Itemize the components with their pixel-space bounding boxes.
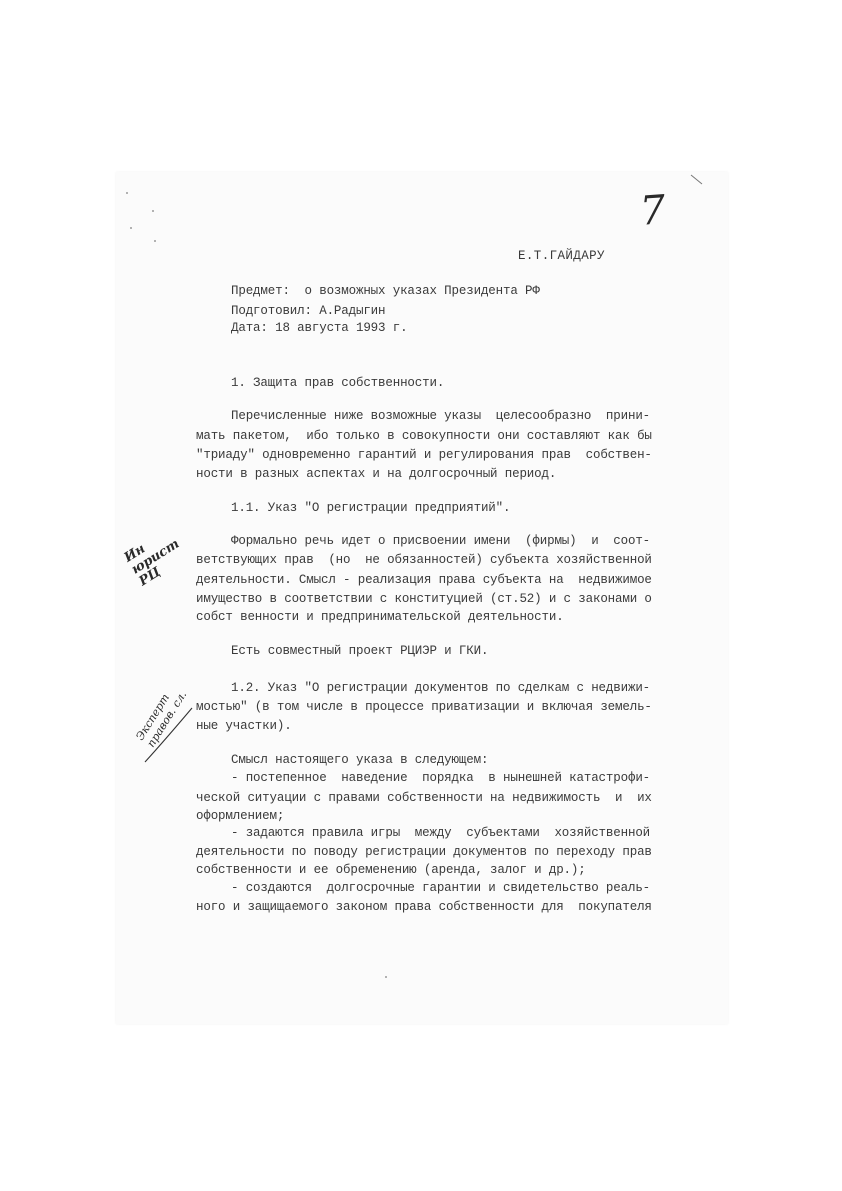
section-1-1-note: Есть совместный проект РЦИЭР и ГКИ. bbox=[231, 644, 489, 658]
paragraph-line: собст венности и предпринимательской деятельности. bbox=[196, 610, 564, 624]
point-line: ного и защищаемого законом права собственности для покупателя bbox=[196, 900, 652, 914]
scan-speck bbox=[152, 210, 154, 212]
heading-line: 1.2. Указ "О регистрации документов по сделкам с недвижи- bbox=[231, 681, 651, 695]
point-line: собственности и ее обременению (аренда, залог и др.); bbox=[196, 863, 586, 877]
margin-note-2: Эксперт правов. сл. bbox=[133, 688, 190, 750]
paragraph-line: ветствующих прав (но не обязанностей) субъекта хозяйственной bbox=[196, 553, 652, 567]
point-line: - постепенное наведение порядка в нынешней катастрофи- bbox=[231, 771, 651, 785]
scan-mark bbox=[690, 174, 704, 186]
paragraph-line: Формально речь идет о присвоении имени (фирмы) и соот- bbox=[231, 534, 651, 548]
section-1-1-heading: 1.1. Указ "О регистрации предприятий". bbox=[231, 501, 511, 515]
paragraph-line: "триаду" одновременно гарантий и регулирования прав собствен- bbox=[196, 448, 652, 462]
section-1-heading: 1. Защита прав собственности. bbox=[231, 376, 445, 390]
paragraph-line: мать пакетом, ибо только в совокупности они составляют как бы bbox=[196, 429, 652, 443]
scan-speck bbox=[154, 240, 156, 242]
point-line: - создаются долгосрочные гарантии и свидетельство реаль- bbox=[231, 881, 651, 895]
addressee: Е.Т.ГАЙДАРУ bbox=[518, 249, 605, 263]
meaning-heading: Смысл настоящего указа в следующем: bbox=[231, 753, 489, 767]
point-line: - задаются правила игры между субъектами хозяйственной bbox=[231, 826, 651, 840]
scan-speck bbox=[126, 192, 128, 194]
heading-line: мостью" (в том числе в процессе приватизации и включая земель- bbox=[196, 700, 652, 714]
date-line: Дата: 18 августа 1993 г. bbox=[231, 321, 408, 335]
scan-speck bbox=[130, 227, 132, 229]
point-line: оформлением; bbox=[196, 809, 285, 823]
handwritten-page-mark: 7 bbox=[638, 187, 668, 235]
margin-note-1: Ин юрист РЦ bbox=[121, 536, 183, 590]
paragraph-line: ности в разных аспектах и на долгосрочный период. bbox=[196, 467, 557, 481]
paragraph-line: Перечисленные ниже возможные указы целесообразно прини- bbox=[231, 409, 651, 423]
point-line: деятельности по поводу регистрации документов по переходу прав bbox=[196, 845, 652, 859]
scan-speck bbox=[385, 976, 387, 978]
paragraph-line: имущество в соответствии с конституцией (ст.52) и с законами о bbox=[196, 592, 652, 606]
margin-note-underline bbox=[140, 700, 200, 770]
subject-line: Предмет: о возможных указах Президента РФ bbox=[231, 284, 540, 298]
point-line: ческой ситуации с правами собственности на недвижимость и их bbox=[196, 791, 652, 805]
paragraph-line: деятельности. Смысл - реализация права субъекта на недвижимое bbox=[196, 573, 652, 587]
heading-line: ные участки). bbox=[196, 719, 292, 733]
prepared-by-line: Подготовил: А.Радыгин bbox=[231, 304, 386, 318]
